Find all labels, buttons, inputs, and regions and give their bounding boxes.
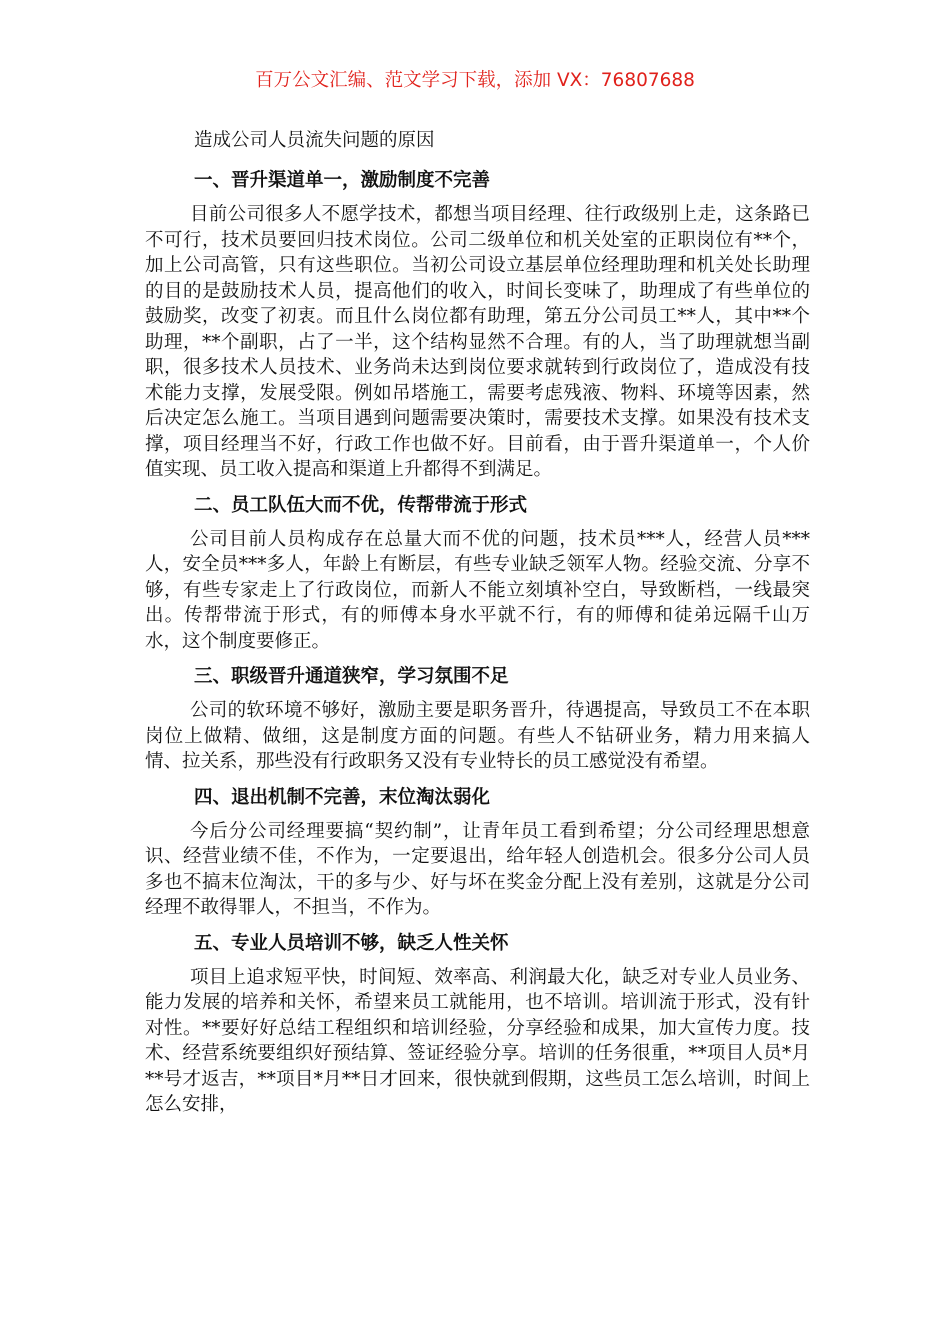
document-body bbox=[145, 124, 810, 1118]
section-paragraph-4: 今后分公司经理要搞“契约制”，让青年员工看到希望；分公司经理思想意识、经营业绩不佳，不作为，一定要退出，给年轻人创造机会。很多分公司人员多也不搞末位淘汰，干的多与少、好与坏在奖金分配上没有差别，这就是分公司经理不敢得罪人，不担当，不作为。 bbox=[145, 820, 810, 918]
section-paragraph-5: 项目上追求短平快，时间短、效率高、利润最大化，缺乏对专业人员业务、能力发展的培养和关怀，希望来员工就能用，也不培训。培训流于形式，没有针对性。**要好好总结工程组织和培训经验，分享经验和成果，加大宣传力度。技术、经营系统要组织好预结算、签证经验分享。培训的任务很重，**项目人员*月**号才返吉，**项目*月**日才回来，很快就到假期，这些员工怎么培训，时间上怎么安排， bbox=[145, 966, 810, 1115]
section-heading-1: 一、晋升渠道单一，激励制度不完善 bbox=[194, 170, 491, 191]
section-paragraph-3: 公司的软环境不够好，激励主要是职务晋升，待遇提高，导致员工不在本职岗位上做精、做细，这是制度方面的问题。有些人不钻研业务，精力用来搞人情、拉关系，那些没有行政职务又没有专业特长的员工感觉没有希望。 bbox=[145, 700, 810, 772]
section-heading-5: 五、专业人员培训不够，缺乏人性关怀 bbox=[194, 932, 509, 954]
section-heading-2: 二、员工队伍大而不优，传帮带流于形式 bbox=[194, 494, 528, 516]
section-paragraph-2: 公司目前人员构成存在总量大而不优的问题，技术员***人，经营人员***人，安全员***多人，年龄上有断层，有些专业缺乏领军人物。经验交流、分享不够，有些专家走上了行政岗位，而新人不能立刻填补空白，导致断档，一线最突出。传帮带流于形式，有的师傅本身水平就不行，有的师傅和徒弟远隔千山万水，这个制度要修正。 bbox=[145, 528, 810, 652]
document-title: 造成公司人员流失问题的原因 bbox=[194, 130, 435, 151]
watermark-banner: 百万公文汇编、范文学习下载，添加 VX：76807688 bbox=[255, 70, 695, 91]
section-heading-3: 三、职级晋升通道狭窄，学习氛围不足 bbox=[194, 666, 509, 687]
section-paragraph-1: 目前公司很多人不愿学技术，都想当项目经理、往行政级别上走，这条路已不可行，技术员要回归技术岗位。公司二级单位和机关处室的正职岗位有**个，加上公司高管，只有这些职位。当初公司设立基层单位经理助理和机关处长助理的目的是鼓励技术人员，提高他们的收入，时间长变味了，助理成了有些单位的鼓励奖，改变了初衷。而且什么岗位都有助理，第五分公司员工**人，其中**个助理，**个副职，占了一半，这个结构显然不合理。有的人，当了助理就想当副职，很多技术人员技术、业务尚未达到岗位要求就转到行政岗位了，造成没有技术能力支撑，发展受限。例如吊塔施工，需要考虑残液、物料、环境等因素，然后决定怎么施工。当项目遇到问题需要决策时，需要技术支撑。如果没有技术支撑，项目经理当不好，行政工作也做不好。目前看，由于晋升渠道单一，个人价值实现、员工收入提高和渠道上升都得不到满足。 bbox=[145, 204, 810, 480]
section-heading-4: 四、退出机制不完善，末位淘汰弱化 bbox=[194, 786, 491, 808]
